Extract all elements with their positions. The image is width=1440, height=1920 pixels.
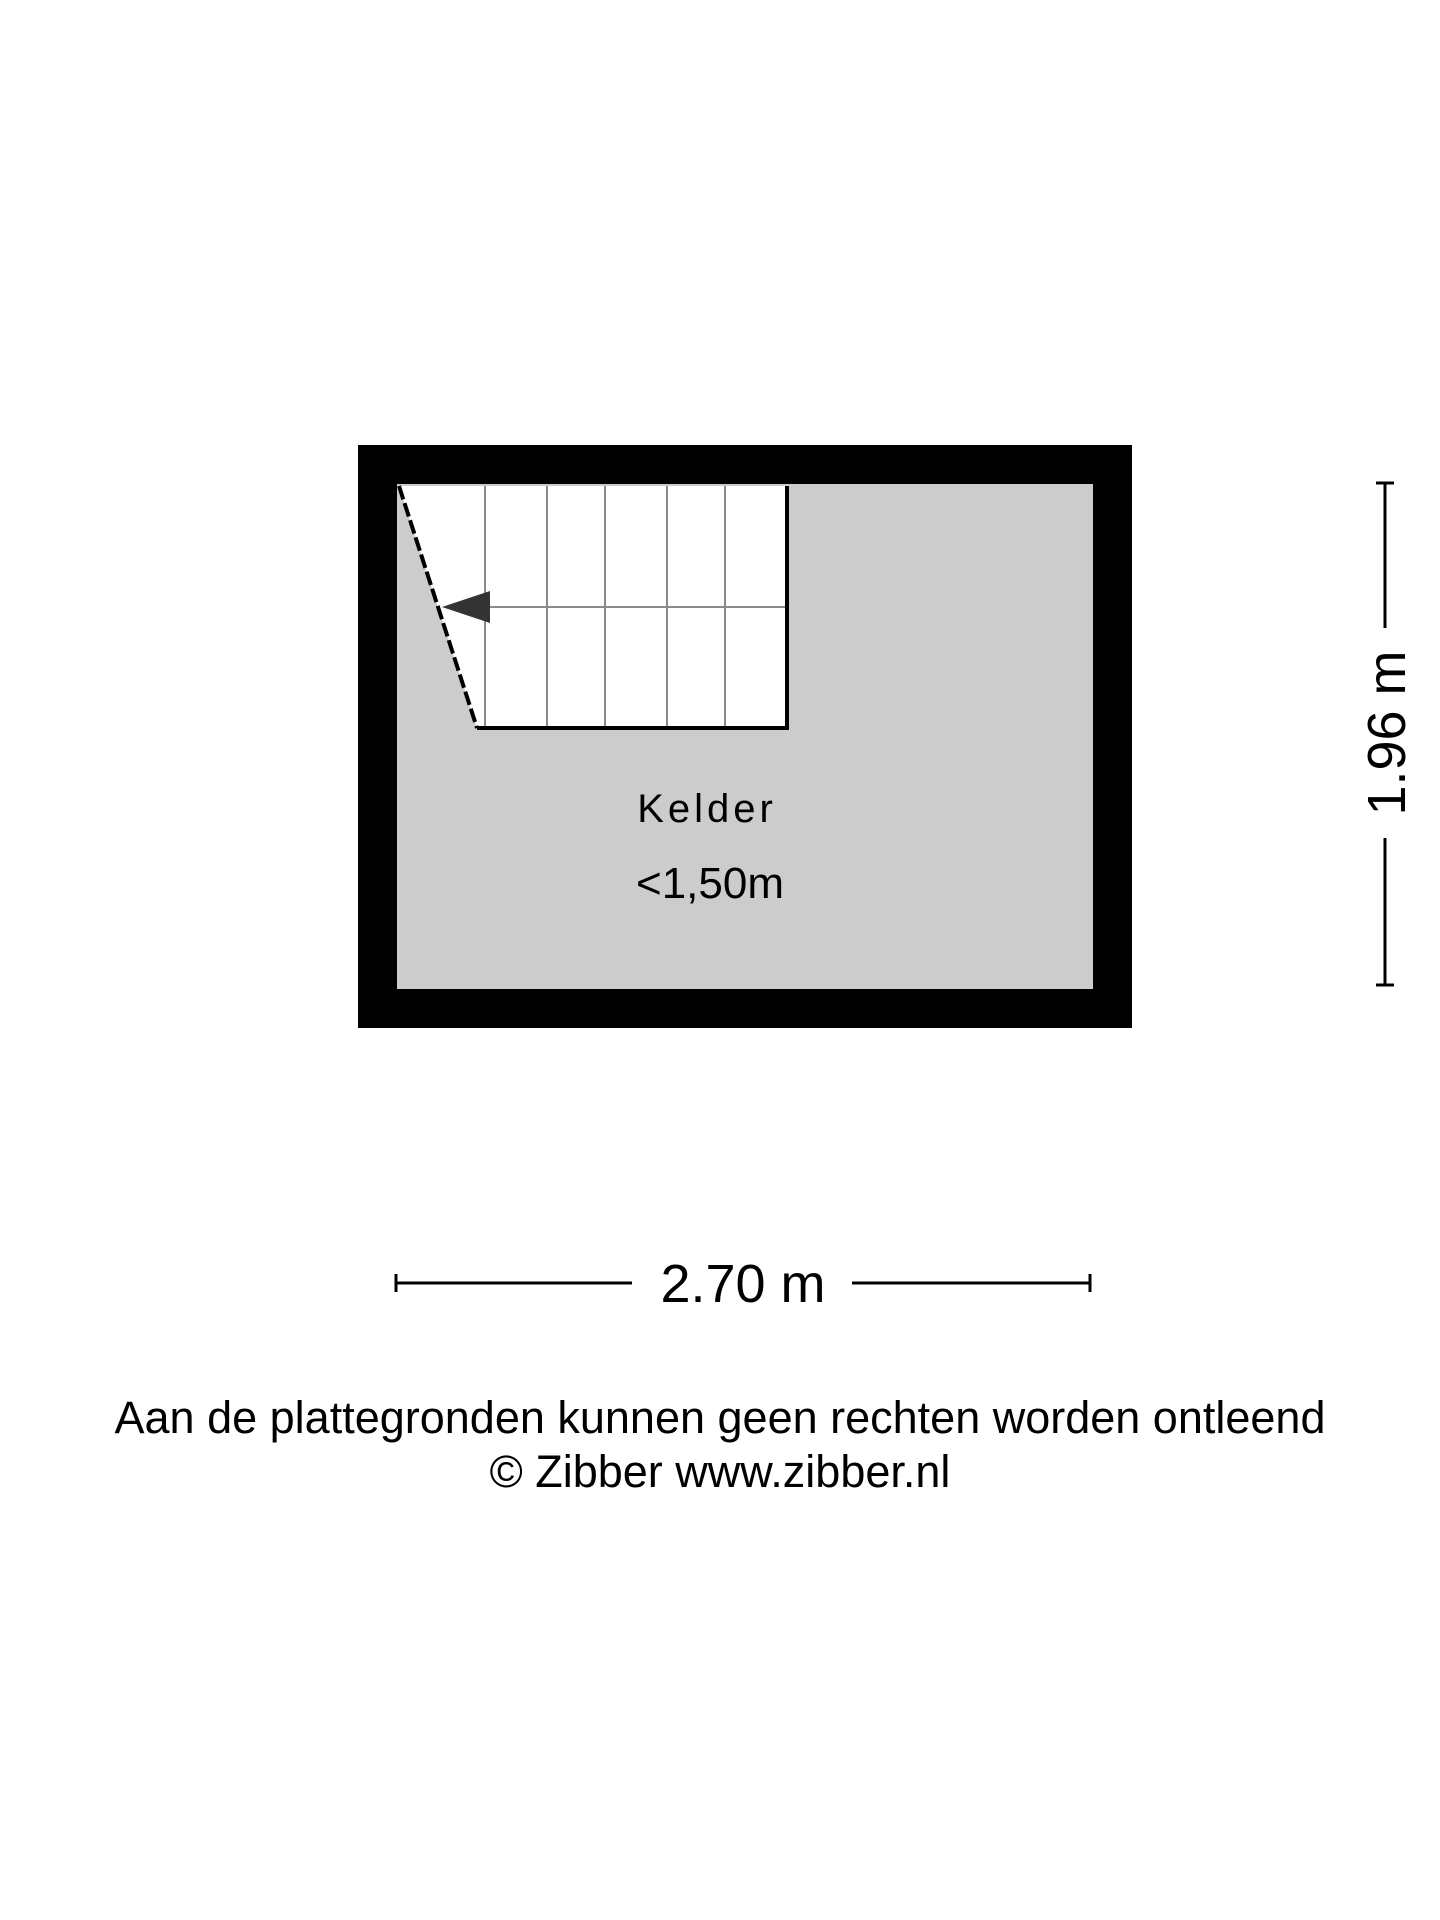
room-name: Kelder [637,787,777,831]
room-height: <1,50m [636,859,784,908]
width-dimension-label: 2.70 m [660,1254,826,1314]
copyright-text: © Zibber www.zibber.nl [489,1446,951,1497]
depth-dimension-label: 1.96 m [1357,650,1417,816]
depth-dimension [1357,483,1417,985]
disclaimer-text: Aan de plattegronden kunnen geen rechten worden ontleend [114,1392,1326,1443]
width-dimension [396,1254,1090,1314]
